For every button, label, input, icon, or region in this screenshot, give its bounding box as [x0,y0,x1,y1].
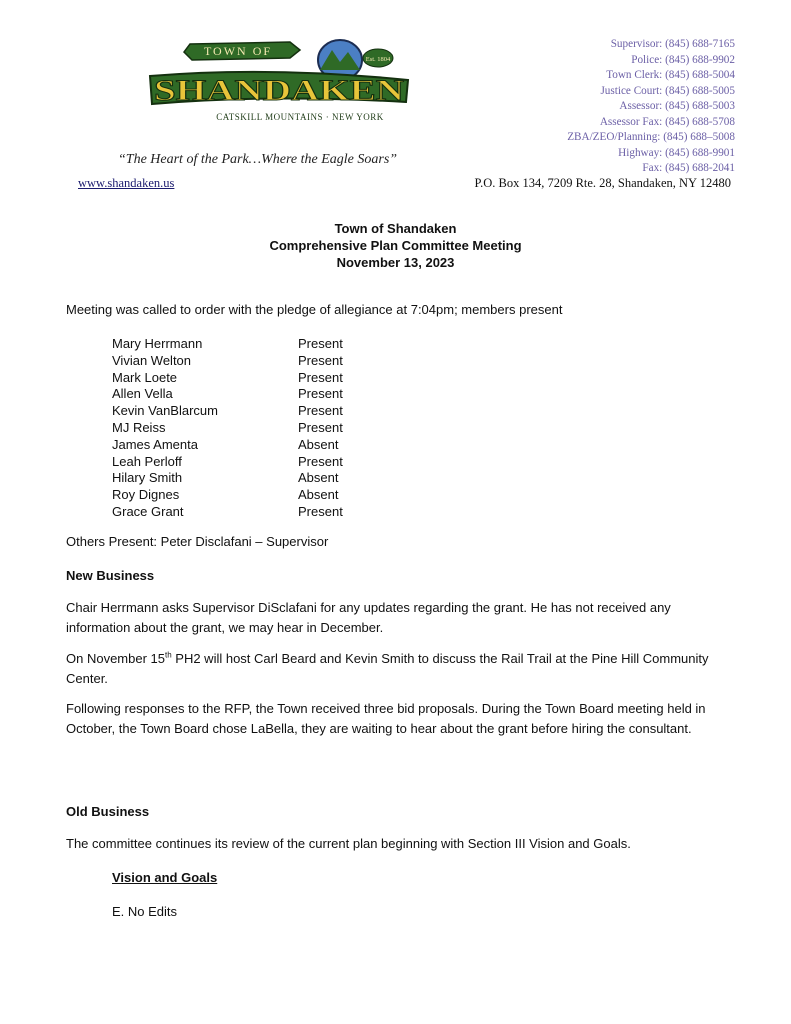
member-name: Allen Vella [112,386,173,402]
member-status: Present [298,419,343,435]
attendance-row [112,437,343,454]
attendance-row [112,420,343,437]
contact-line: Highway: (845) 688-9901 [618,146,735,159]
member-status: Absent [298,487,339,503]
attendance-row [112,470,343,487]
contact-line: Assessor Fax: (845) 688-5708 [599,115,735,128]
new-business-paragraph-2 [66,649,726,689]
member-status: Present [298,352,343,368]
attendance-row [112,487,343,504]
title-town: Town of Shandaken [334,221,457,236]
shandaken-logo-graphic [140,36,415,132]
attendance-list [112,336,343,521]
member-status: Present [298,403,343,419]
contact-line: Supervisor: (845) 688-7165 [610,38,735,50]
attendance-row [112,336,343,353]
attendance-row [112,403,343,420]
member-status: Absent [298,436,339,452]
p2-text-after: PH2 will host Carl Beard and Kevin Smith to discuss the Rail Trail at the Pine Hill Community Center. [66,651,709,686]
logo-name-text: SHANDAKEN [154,74,405,107]
vision-goals-heading: Vision and Goals [112,870,218,885]
old-business-heading: Old Business [66,804,150,819]
title-date: November 13, 2023 [336,255,455,270]
member-name: Mary Herrmann [112,336,203,351]
new-business-paragraph-1: Chair Herrmann asks Supervisor DiSclafani for any updates regarding the grant. He has not received any information about the grant, we may hear in December. [66,600,671,635]
member-status: Present [298,386,343,402]
member-name: Grace Grant [112,503,184,519]
member-status: Absent [298,470,339,486]
contact-list [567,37,735,177]
attendance-row [112,454,343,471]
attendance-row [112,386,343,403]
attendance-row [112,504,343,521]
logo-banner-text: TOWN OF [203,44,273,58]
contact-line: Assessor: (845) 688-5003 [619,100,735,112]
mailing-address: P.O. Box 134, 7209 Rte. 28, Shandaken, NY 12480 [474,176,731,190]
others-present: Others Present: Peter Disclafani – Supervisor [66,534,329,549]
town-tagline: “The Heart of the Park…Where the Eagle Soars” [118,152,398,167]
member-name: Leah Perloff [112,453,182,469]
contact-line: Police: (845) 688-9902 [631,53,735,66]
new-business-heading: New Business [66,568,155,583]
member-name: Mark Loete [112,369,178,385]
member-status: Present [298,453,343,469]
contact-line: ZBA/ZEO/Planning: (845) 688–5008 [567,131,735,143]
intro-paragraph: Meeting was called to order with the pledge of allegiance at 7:04pm; members present [66,302,563,317]
new-business-paragraph-3: Following responses to the RFP, the Town received three bid proposals. During the Town Board meeting held in October, the Town Board chose LaBella, they are waiting to hear about the grant before hiring the consultant. [66,701,706,736]
logo-sub-text: CATSKILL MOUNTAINS · NEW YORK [216,112,384,122]
attendance-row [112,353,343,370]
website-link[interactable]: www.shandaken.us [78,176,175,190]
member-name: Kevin VanBlarcum [112,403,218,419]
member-name: Vivian Welton [112,352,192,368]
attendance-row [112,370,343,387]
title-meeting: Comprehensive Plan Committee Meeting [269,238,522,253]
p2-ordinal-suffix: th [165,650,172,660]
member-status: Present [298,336,343,351]
member-name: James Amenta [112,436,198,452]
member-name: Hilary Smith [112,470,183,486]
contact-line: Fax: (845) 688-2041 [642,162,735,174]
member-status: Present [298,503,343,519]
member-status: Present [298,369,343,385]
contact-line: Town Clerk: (845) 688-5004 [606,69,735,81]
logo-seal-text: Est. 1804 [365,56,391,63]
p2-text-before: On November 15 [66,651,165,666]
town-logo [140,36,415,132]
old-business-paragraph: The committee continues its review of the current plan beginning with Section III Vision and Goals. [66,836,631,851]
contact-line: Justice Court: (845) 688-5005 [600,84,735,97]
document-title [0,220,791,271]
vision-goals-item: E. No Edits [112,904,178,919]
member-name: MJ Reiss [112,419,166,435]
member-name: Roy Dignes [112,487,180,503]
